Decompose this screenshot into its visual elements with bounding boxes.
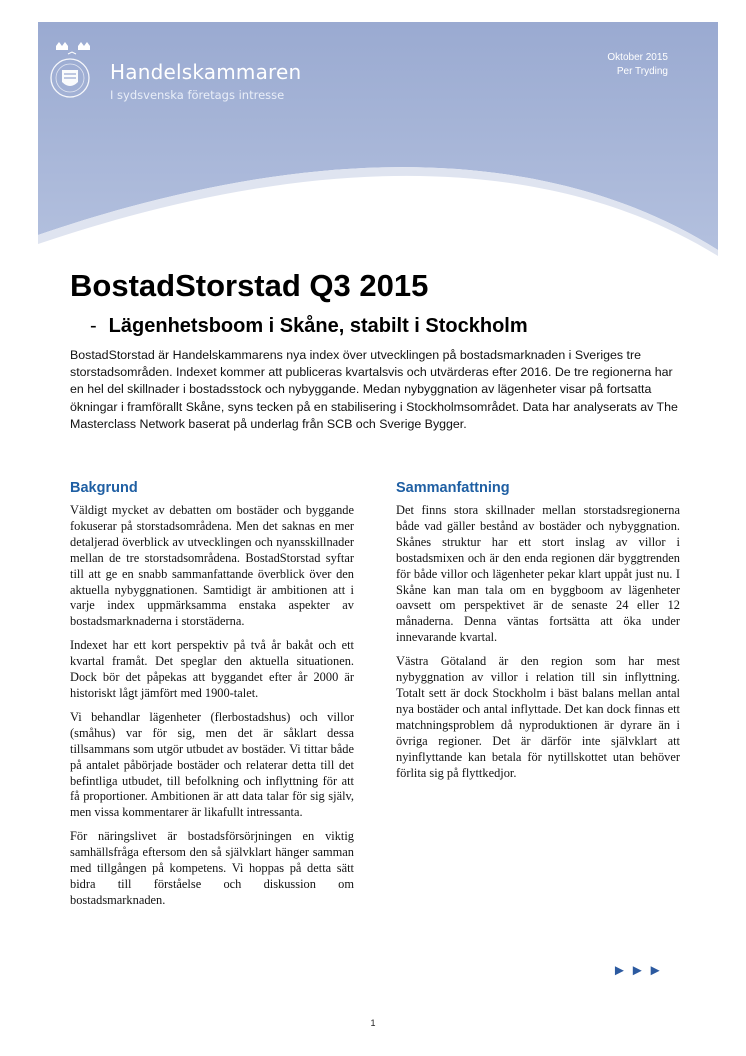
sammanfattning-paragraph: Västra Götaland är den region som har mest nybyggnation av villor i relation till sin inflyttning. Totalt sett är dock Stockholm i bäst balans mellan antal nya bostäder och antal inflyttade. Det kan dock finnas ett matchningsproblem då nyproduktionen är dyrare än i övriga regioner. Det är därför inte självklart att nyinflyttande kan betala för nytillskottet utan behöver förlita sig på flyttkedjor.	[396, 654, 680, 780]
sammanfattning-heading: Sammanfattning	[396, 480, 510, 496]
bakgrund-heading: Bakgrund	[70, 480, 138, 496]
brand-name: Handelskammaren	[110, 60, 302, 84]
document-title: BostadStorstad Q3 2015	[70, 268, 429, 303]
subtitle-dash: -	[90, 315, 97, 337]
bakgrund-paragraph: Väldigt mycket av debatten om bostäder och byggande fokuserar på storstadsområdena. Men det saknas en mer detaljerad överblick av utvecklingen och nyansskillnader mellan de tre storstadsområdena. BostadStorstad syftar till att ge en snabb sammanfattande överblick över den aktuella nybyggnationen. Samtidigt är ambitionen att i varje index uppmärksamma enstaka aspekter av bostadsmarknaderna i storstäderna.	[70, 503, 354, 629]
sammanfattning-section	[396, 480, 680, 789]
document-author: Per Tryding	[616, 66, 668, 77]
page-number: 1	[370, 1018, 376, 1028]
document-subtitle	[90, 315, 528, 338]
brand-logo	[48, 40, 348, 110]
bakgrund-paragraph: Vi behandlar lägenheter (flerbostadshus) och villor (småhus) var för sig, men det är såklart dessa tillsammans som utgör utbudet av bostäder. Vi tittar både på antalet påbörjade bostäder och relaterar detta till det befintliga utbudet, till befolkning och inflyttning för att få proportioner. Ambitionen är att data talar för sig själv, men vissa kommentarer är likafullt intressanta.	[70, 709, 354, 820]
intro-paragraph: BostadStorstad är Handelskammarens nya index över utvecklingen på bostadsmarknaden i Sveriges tre storstadsområden. Indexet kommer att publiceras kvartalsvis och utvärderas efter 2016. De tre regionerna har en hel del skillnader i bostadsstock och nybyggande. Medan nybyggnation av lägenheter visar på fortsatta ökningar i framförallt Skåne, syns tecken på en stabilisering i Stockholmsområdet. Data har analyserats av The Masterclass Network baserat på underlag från SCB och Sverige Bygger.	[70, 348, 678, 431]
document-meta	[607, 51, 668, 79]
header-band	[0, 0, 746, 260]
sammanfattning-paragraph: Det finns stora skillnader mellan storstadsregionerna både vad gäller bestånd av bostäder och nybyggnation. Skånes struktur har ett stort inslag av villor i bostadsmixen och är den enda regionen där byggtrenden för både villor och lägenheter pekar klart uppåt just nu. I Skåne kan man tala om en byggboom av lägenheter oavsett om perspektivet är de senaste 24 eller 12 månaderna. Denna väntas fortsätta att öka under innevarande kvartal.	[396, 503, 680, 645]
next-page-arrows-icon: ►►►	[612, 962, 666, 979]
crest-icon	[48, 40, 104, 106]
header-wave-graphic	[0, 0, 746, 260]
bakgrund-paragraph: Indexet har ett kort perspektiv på två år bakåt och ett kvartal framåt. Det speglar den aktuella situationen. Dock bör det påpekas att byggandet efter år 2000 är historiskt lågt jämfört med 1900-talet.	[70, 638, 354, 700]
bakgrund-paragraph: För näringslivet är bostadsförsörjningen en viktig samhällsfråga eftersom den så självklart hänger samman med tillgången på kompetens. Vi hoppas på detta sätt bidra till förståelse och diskussion om bostadsmarknaden.	[70, 829, 354, 907]
bakgrund-section	[70, 480, 354, 917]
subtitle-text: Lägenhetsboom i Skåne, stabilt i Stockholm	[108, 315, 528, 337]
brand-tagline: I sydsvenska företags intresse	[110, 88, 285, 102]
document-date: Oktober 2015	[607, 52, 668, 63]
